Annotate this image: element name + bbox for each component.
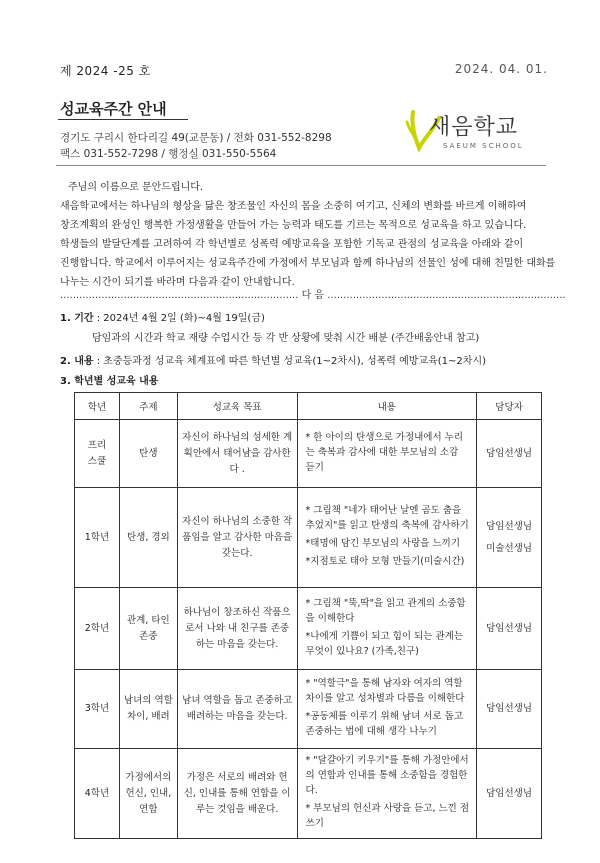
topic-cell: 관계, 타인 존중 — [119, 588, 177, 670]
header-topic: 주제 — [119, 393, 177, 420]
curriculum-table — [74, 392, 542, 839]
content-item: * "달걀아기 키우기"를 통해 가정안에서의 연합과 인내를 통해 소중함을 경험한다. — [305, 755, 469, 796]
paragraph-line: 나누는 시간이 되기를 바라며 다음과 같이 안내합니다. — [60, 277, 295, 288]
dots-right: ........................................................................... — [327, 290, 566, 301]
address-line: 경기도 구리시 한다리길 49(교문동) / 전화 031-552-8298 — [60, 132, 332, 144]
content-item: *지점토로 태아 모형 만들기(미술시간) — [305, 556, 465, 567]
header-teacher: 담당자 — [477, 393, 542, 420]
paragraph-line: 새음학교에서는 하나님의 형상을 닮은 창조물인 자신의 몸을 소중히 여기고, 신체의 변화를 바르게 이해하여 — [60, 201, 527, 212]
section-grade-title: 3. 학년별 성교육 내용 — [60, 376, 159, 387]
paragraph-line: 학생들의 발달단계를 고려하여 각 학년별로 성폭력 예방교육을 포함한 기독교 관점의 성교육을 아래와 같이 — [60, 239, 524, 250]
grade-cell: 4학년 — [75, 749, 120, 839]
teacher-cell: 담임선생님 — [477, 588, 542, 670]
page-title: 성교육주간 안내 — [60, 100, 167, 118]
content-cell — [297, 488, 477, 588]
greeting: 주님의 이름으로 문안드립니다. — [68, 182, 204, 193]
grade-cell: 프리 스쿨 — [75, 420, 120, 488]
paragraph-line: 진행합니다. 학교에서 이루어지는 성교육주간에 가정에서 부모님과 함께 하나님의 선물인 성에 대해 친밀한 대화를 — [60, 258, 556, 269]
dots-left: ........................................................................... — [60, 290, 299, 301]
content-cell — [297, 420, 477, 488]
topic-cell: 탄생, 경외 — [119, 488, 177, 588]
teacher-cell: 담임선생님 — [477, 670, 542, 749]
school-logo — [405, 108, 545, 160]
contact-line: 팩스 031-552-7298 / 행정실 031-550-5564 — [60, 148, 277, 160]
content-item: * 한 아이의 탄생으로 가정내에서 누리는 축복과 감사에 대한 부모님의 소감 듣기 — [305, 431, 464, 473]
logo-text: 새음학교 — [429, 115, 519, 140]
section-content-value: : 초중등과정 성교육 체계표에 따른 학년별 성교육(1~2차시), 성폭력 예방교육(1~2차시) — [96, 356, 486, 367]
goal-cell: 자신이 하나님의 소중한 작품임을 알고 감사한 마음을 갖는다. — [177, 488, 297, 588]
table-row — [75, 488, 542, 588]
table-row — [75, 588, 542, 670]
teacher-cell: 담임선생님 — [477, 749, 542, 839]
header-divider — [56, 165, 546, 166]
topic-cell: 남녀의 역할 차이, 배려 — [119, 670, 177, 749]
section-content — [60, 352, 486, 367]
teacher-cell: 담임선생님 — [477, 420, 542, 488]
paragraph-line: 창조계획의 완성인 행복한 가정생활을 만들어 가는 능력과 태도를 기르는 목적으로 성교육을 하고 있습니다. — [60, 220, 527, 231]
goal-cell: 남녀 역할을 돕고 존중하고 배려하는 마음을 갖는다. — [177, 670, 297, 749]
topic-cell: 가정에서의 헌신, 인내, 연합 — [119, 749, 177, 839]
section-period-label: 1. 기간 — [60, 313, 94, 324]
da-eum-line — [60, 286, 566, 301]
header-goal: 성교육 목표 — [177, 393, 297, 420]
content-item: *공동체를 이루기 위해 남녀 서로 돕고 존중하는 법에 대해 생각 나누기 — [305, 711, 464, 737]
content-item: * 그림책 "뚝,딱"을 읽고 관계의 소중함을 이해한다 — [305, 597, 466, 624]
content-cell — [297, 670, 477, 749]
header-grade: 학년 — [75, 393, 120, 420]
intro-text — [60, 178, 556, 292]
content-item: *태명에 담긴 부모님의 사랑을 느끼기 — [305, 538, 461, 549]
section-content-label: 2. 내용 — [60, 356, 94, 367]
grade-cell: 1학년 — [75, 488, 120, 588]
document-date: 2024. 04. 01. — [454, 62, 548, 76]
teacher-cell: 담임선생님 미술선생님 — [477, 488, 542, 588]
da-eum-label: 다 음 — [301, 290, 325, 301]
goal-cell: 하나님이 창조하신 작품으로서 나와 내 친구를 존중하는 마음을 갖는다. — [177, 588, 297, 670]
table-row — [75, 670, 542, 749]
goal-cell: 가정은 서로의 배려와 헌신, 인내를 통해 연합을 이루는 것임을 배운다. — [177, 749, 297, 839]
grade-cell: 3학년 — [75, 670, 120, 749]
content-item: * 그림책 "네가 태어난 날엔 곰도 춤을 추었지"를 읽고 탄생의 축복에 감사하기 — [305, 505, 469, 531]
content-item: * 부모님의 헌신과 사랑을 듣고, 느낀 점 쓰기 — [305, 803, 470, 829]
section-period — [60, 309, 265, 324]
content-item: *나에게 기쁨이 되고 힘이 되는 관계는 무엇이 있나요? (가족,친구) — [305, 630, 464, 657]
logo-subtext: SAEUM SCHOOL — [443, 142, 524, 150]
table-row — [75, 749, 542, 839]
section-period-value: : 2024년 4월 2일 (화)~4월 19일(금) — [96, 313, 265, 324]
content-cell — [297, 588, 477, 670]
title-underline — [58, 119, 188, 120]
table-header-row — [75, 393, 542, 420]
grade-cell: 2학년 — [75, 588, 120, 670]
topic-cell: 탄생 — [119, 420, 177, 488]
table-row — [75, 420, 542, 488]
goal-cell: 자신이 하나님의 섬세한 계획안에서 태어남을 감사한다 . — [177, 420, 297, 488]
section-period-note: 담임과의 시간과 학교 재량 수업시간 등 각 반 상황에 맞춰 시간 배분 (주간배움안내 참고) — [92, 333, 480, 344]
document-number: 제 2024 -25 호 — [60, 64, 151, 78]
header-content: 내용 — [297, 393, 477, 420]
content-item: * "역할극"을 통해 남자와 여자의 역할 차이를 알고 성차별과 다름을 이해한다 — [305, 678, 465, 704]
content-cell — [297, 749, 477, 839]
